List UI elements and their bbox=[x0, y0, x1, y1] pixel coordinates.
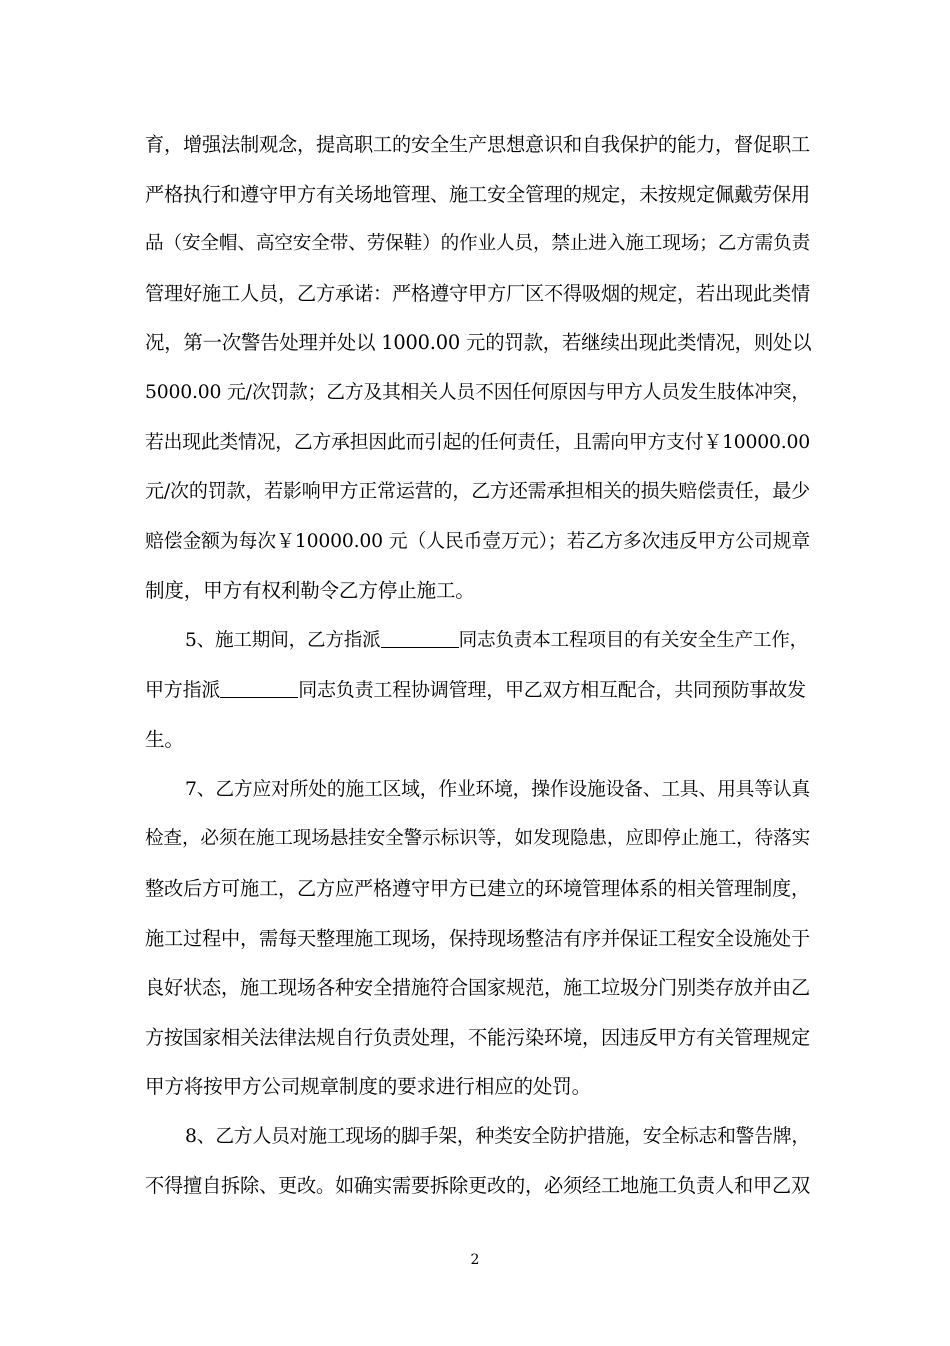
item-5-line-2 bbox=[145, 666, 810, 716]
item-5-text: 甲方指派 bbox=[145, 678, 221, 701]
item-7-line: 方按国家相关法律法规自行负责处理，不能污染环境，因违反甲方有关管理规定 bbox=[145, 1025, 810, 1049]
text-line: 育，增强法制观念，提高职工的安全生产思想意识和自我保护的能力，督促职工 bbox=[145, 133, 810, 156]
item-7-line: 检查，必须在施工现场悬挂安全警示标识等，如发现隐患，应即停止施工，待落实 bbox=[145, 828, 810, 850]
item-7-line: 7、乙方应对所处的施工区域，作业环境，操作设施设备、工具、用具等认真 bbox=[185, 778, 810, 800]
item-5-text: 同志负责本工程项目的有关安全生产工作， bbox=[458, 629, 809, 651]
text-line: 制度，甲方有权利勒令乙方停止施工。 bbox=[145, 579, 475, 603]
page-number: 2 bbox=[470, 1252, 480, 1268]
item-5-line-3: 生。 bbox=[145, 728, 184, 752]
fill-in-blank bbox=[220, 678, 298, 698]
text-line: 若出现此类情况，乙方承担因此而引起的任何责任，且需向甲方支付￥10000.00 bbox=[145, 431, 810, 453]
text-line: 元/次的罚款，若影响甲方正常运营的，乙方还需承担相关的损失赔偿责任，最少 bbox=[145, 480, 810, 503]
item-5-text: 同志负责工程协调管理，甲乙双方相互配合，共同预防事故发 bbox=[298, 678, 806, 701]
item-5-line-1 bbox=[145, 616, 810, 666]
text-line: 管理好施工人员，乙方承诺：严格遵守甲方厂区不得吸烟的规定，若出现此类情 bbox=[145, 281, 810, 305]
item-7-line: 良好状态，施工现场各种安全措施符合国家规范，施工垃圾分门别类存放并由乙 bbox=[145, 976, 810, 1000]
item-5-text: 5、施工期间，乙方指派 bbox=[185, 629, 381, 651]
item-7-line: 整改后方可施工，乙方应严格遵守甲方已建立的环境管理体系的相关管理制度， bbox=[145, 876, 810, 900]
text-line: 5000.00 元/次罚款；乙方及其相关人员不因任何原因与甲方人员发生肢体冲突， bbox=[145, 381, 810, 403]
text-line: 赔偿金额为每次￥10000.00 元（人民币壹万元）；若乙方多次违反甲方公司规章 bbox=[145, 530, 810, 552]
item-8-line: 不得擅自拆除、更改。如确实需要拆除更改的，必须经工地施工负责人和甲乙双 bbox=[145, 1174, 810, 1198]
text-line: 严格执行和遵守甲方有关场地管理、施工安全管理的规定，未按规定佩戴劳保用 bbox=[145, 182, 810, 206]
text-line: 品（安全帽、高空安全带、劳保鞋）的作业人员，禁止进入施工现场；乙方需负责 bbox=[145, 233, 810, 255]
fill-in-blank bbox=[381, 628, 459, 648]
item-7-line: 施工过程中，需每天整理施工现场，保持现场整洁有序并保证工程安全设施处于 bbox=[145, 926, 810, 950]
body-text bbox=[145, 120, 810, 1211]
item-8-line: 8、乙方人员对施工现场的脚手架，种类安全防护措施，安全标志和警告牌， bbox=[185, 1125, 810, 1147]
item-7-line: 甲方将按甲方公司规章制度的要求进行相应的处罚。 bbox=[145, 1075, 592, 1099]
text-line: 况，第一次警告处理并处以 1000.00 元的罚款，若继续出现此类情况，则处以 bbox=[145, 331, 812, 355]
